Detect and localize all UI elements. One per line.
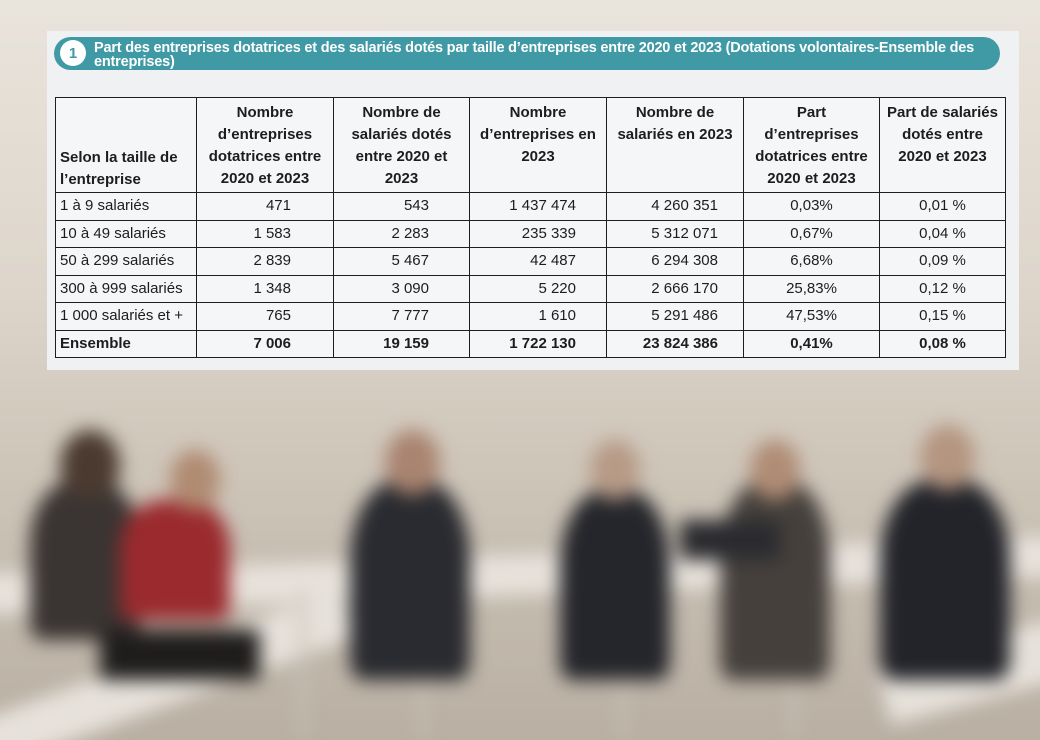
table-cell: 6,68% [744, 248, 880, 276]
data-table [55, 97, 1006, 358]
table-cell: 5 467 [334, 248, 470, 276]
figure-title: Part des entreprises dotatrices et des salariés dotés par taille d’entreprises entre 2020 et 2023 (Dotations volontaires-Ensemble des entreprises) [94, 40, 975, 70]
column-header: Part d’entreprises dotatrices entre 2020 et 2023 [744, 98, 880, 193]
table-cell: 300 à 999 salariés [56, 275, 197, 303]
table-cell: 543 [334, 193, 470, 221]
table-cell: 10 à 49 salariés [56, 220, 197, 248]
table-cell: 42 487 [470, 248, 607, 276]
table-cell: 1 722 130 [470, 330, 607, 358]
table-row [56, 193, 1006, 221]
table-cell: 235 339 [470, 220, 607, 248]
column-header: Nombre d’entreprises dotatrices entre 2020 et 2023 [197, 98, 334, 193]
table-row [56, 303, 1006, 331]
table-cell: 0,67% [744, 220, 880, 248]
table-cell: 1 437 474 [470, 193, 607, 221]
table-cell: 0,03% [744, 193, 880, 221]
column-header: Nombre d’entreprises en 2023 [470, 98, 607, 193]
table-cell: 6 294 308 [607, 248, 744, 276]
table-cell: 1 348 [197, 275, 334, 303]
table-cell: 23 824 386 [607, 330, 744, 358]
figure-card [47, 31, 1019, 370]
table-cell: 0,01 % [880, 193, 1006, 221]
table-cell: 25,83% [744, 275, 880, 303]
table-total-row [56, 330, 1006, 358]
column-header: Selon la taille de l’entreprise [56, 98, 197, 193]
table-cell: 1 000 salariés et + [56, 303, 197, 331]
table-row [56, 248, 1006, 276]
table-cell: 0,41% [744, 330, 880, 358]
column-header: Part de salariés dotés entre 2020 et 2023 [880, 98, 1006, 193]
table-cell: 5 312 071 [607, 220, 744, 248]
table-cell: 1 à 9 salariés [56, 193, 197, 221]
figure-title-banner [54, 37, 1000, 70]
figure-number-badge: 1 [60, 40, 86, 66]
column-header: Nombre de salariés dotés entre 2020 et 2023 [334, 98, 470, 193]
table-cell: 50 à 299 salariés [56, 248, 197, 276]
table-cell: 5 220 [470, 275, 607, 303]
table-cell: 7 777 [334, 303, 470, 331]
table-cell: 0,15 % [880, 303, 1006, 331]
table-cell: 0,04 % [880, 220, 1006, 248]
table-cell: 765 [197, 303, 334, 331]
table-cell: 7 006 [197, 330, 334, 358]
table-header-row [56, 98, 1006, 193]
table-cell: 3 090 [334, 275, 470, 303]
table-cell: 0,08 % [880, 330, 1006, 358]
column-header: Nombre de salariés en 2023 [607, 98, 744, 193]
table-cell: 2 666 170 [607, 275, 744, 303]
table-cell: Ensemble [56, 330, 197, 358]
table-cell: 5 291 486 [607, 303, 744, 331]
table-cell: 471 [197, 193, 334, 221]
table-row [56, 275, 1006, 303]
table-cell: 47,53% [744, 303, 880, 331]
table-cell: 1 583 [197, 220, 334, 248]
table-cell: 19 159 [334, 330, 470, 358]
table-cell: 1 610 [470, 303, 607, 331]
table-cell: 0,09 % [880, 248, 1006, 276]
table-cell: 4 260 351 [607, 193, 744, 221]
table-row [56, 220, 1006, 248]
table-cell: 2 839 [197, 248, 334, 276]
table-cell: 0,12 % [880, 275, 1006, 303]
table-cell: 2 283 [334, 220, 470, 248]
